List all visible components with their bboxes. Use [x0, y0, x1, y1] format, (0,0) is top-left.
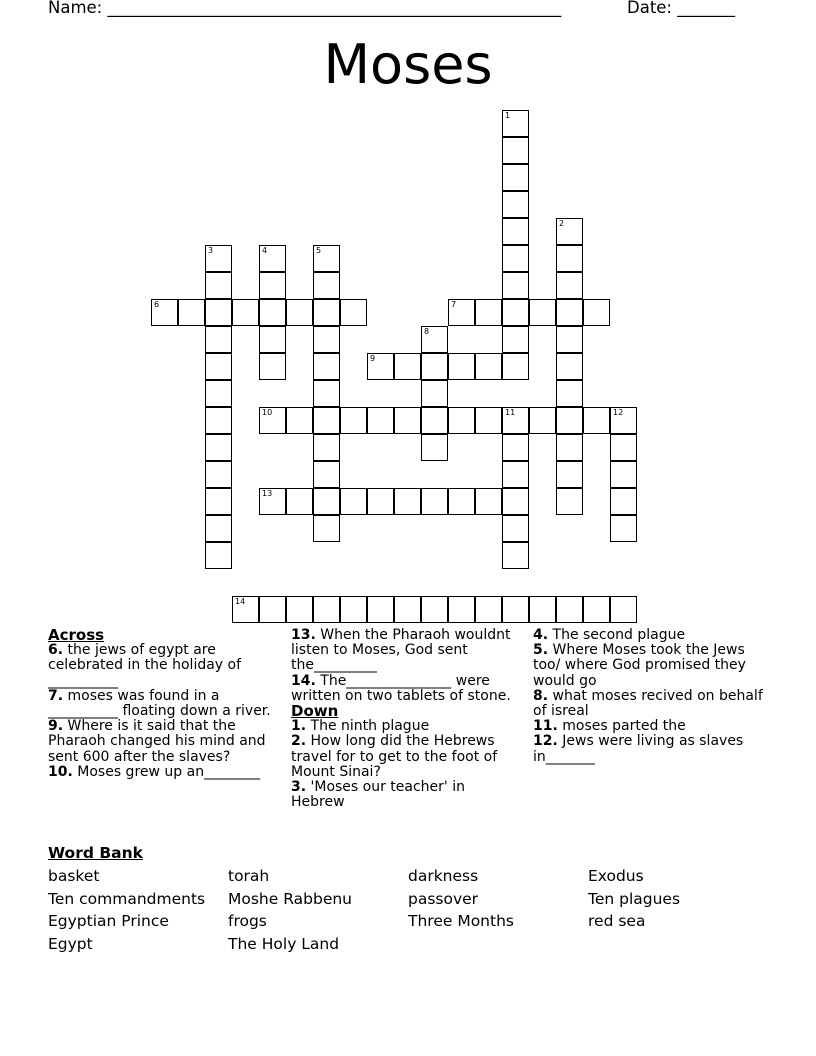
crossword-cell[interactable] — [259, 245, 286, 272]
clue-across-6: 6. the jews of egypt are celebrated in the holiday of __________ — [48, 642, 242, 689]
crossword-cell[interactable] — [286, 407, 313, 434]
crossword-cell[interactable] — [529, 407, 556, 434]
crossword-cell[interactable] — [259, 272, 286, 299]
word-bank-item: Egypt — [48, 935, 93, 953]
crossword-cell[interactable] — [556, 353, 583, 380]
crossword-cell[interactable] — [583, 596, 610, 623]
clue-number: 5 — [316, 246, 322, 255]
crossword-cell[interactable] — [394, 596, 421, 623]
word-bank-item: Ten plagues — [588, 890, 681, 908]
crossword-cell[interactable] — [421, 326, 448, 353]
word-bank-item: darkness — [408, 867, 479, 885]
crossword-cell[interactable] — [529, 596, 556, 623]
crossword-cell[interactable] — [610, 515, 637, 542]
name-field-label: Name: _______________________________________________________ — [48, 0, 562, 17]
crossword-cell[interactable] — [556, 461, 583, 488]
clue-number: 8 — [424, 327, 430, 336]
crossword-cell[interactable] — [556, 407, 583, 434]
clue-across-10: 10. Moses grew up an________ — [48, 763, 261, 780]
crossword-cell[interactable] — [313, 488, 340, 515]
crossword-cell[interactable] — [313, 353, 340, 380]
crossword-cell[interactable] — [502, 488, 529, 515]
clue-number: 4 — [262, 246, 268, 255]
crossword-cell[interactable] — [313, 461, 340, 488]
clue-number: 3 — [208, 246, 214, 255]
clue-number: 14 — [235, 597, 246, 606]
crossword-cell[interactable] — [286, 299, 313, 326]
crossword-cell[interactable] — [502, 191, 529, 218]
crossword-cell[interactable] — [232, 299, 259, 326]
crossword-cell[interactable] — [178, 299, 205, 326]
crossword-cell[interactable] — [205, 245, 232, 272]
clue-down-3: 3. 'Moses our teacher' in Hebrew — [291, 779, 465, 811]
crossword-cell[interactable] — [259, 596, 286, 623]
word-bank-item: Ten commandments — [48, 890, 206, 908]
crossword-cell[interactable] — [394, 488, 421, 515]
page-title: Moses — [323, 33, 493, 96]
crossword-cell[interactable] — [502, 164, 529, 191]
crossword-cell[interactable] — [448, 488, 475, 515]
crossword-cell[interactable] — [502, 245, 529, 272]
crossword-cell[interactable] — [259, 407, 286, 434]
crossword-cell[interactable] — [502, 272, 529, 299]
crossword-cell[interactable] — [313, 326, 340, 353]
crossword-cell[interactable] — [502, 407, 529, 434]
crossword-cell[interactable] — [502, 596, 529, 623]
crossword-cell[interactable] — [421, 353, 448, 380]
crossword-cell[interactable] — [205, 461, 232, 488]
crossword-cell[interactable] — [583, 299, 610, 326]
clue-down-2: 2. How long did the Hebrews travel for to get to the foot of Mount Sinai? — [291, 733, 498, 780]
crossword-cell[interactable] — [340, 407, 367, 434]
crossword-cell[interactable] — [610, 596, 637, 623]
crossword-cell[interactable] — [502, 299, 529, 326]
clue-number: 7 — [451, 300, 457, 309]
clue-across-7: 7. moses was found in a __________ floating down a river. — [48, 687, 271, 720]
crossword-cell[interactable] — [556, 218, 583, 245]
clue-number: 13 — [262, 489, 273, 498]
clue-down-8: 8. what moses recived on behalf of isreal — [533, 687, 763, 720]
clue-across-9: 9. Where is it said that the Pharaoh changed his mind and sent 600 after the slaves? — [48, 718, 266, 765]
crossword-cell[interactable] — [448, 407, 475, 434]
crossword-cell[interactable] — [502, 515, 529, 542]
crossword-cell[interactable] — [313, 380, 340, 407]
clue-down-1: 1. The ninth plague — [291, 718, 430, 735]
crossword-cell[interactable] — [205, 434, 232, 461]
clues-column-3 — [533, 628, 765, 765]
crossword-cell[interactable] — [475, 299, 502, 326]
crossword-cell[interactable] — [286, 488, 313, 515]
crossword-cell[interactable] — [367, 353, 394, 380]
crossword-cell[interactable] — [205, 299, 232, 326]
crossword-cell[interactable] — [556, 488, 583, 515]
crossword-cell[interactable] — [448, 353, 475, 380]
crossword-cell[interactable] — [610, 488, 637, 515]
crossword-cell[interactable] — [583, 407, 610, 434]
crossword-cell[interactable] — [259, 299, 286, 326]
crossword-cell[interactable] — [313, 245, 340, 272]
crossword-cell[interactable] — [502, 218, 529, 245]
clue-number: 6 — [154, 300, 160, 309]
clue-across-13: 13. When the Pharaoh wouldnt listen to Moses, God sent the_________ — [291, 627, 511, 674]
crossword-cell[interactable] — [340, 299, 367, 326]
crossword-cell[interactable] — [556, 299, 583, 326]
crossword-cell[interactable] — [367, 596, 394, 623]
crossword-cell[interactable] — [475, 596, 502, 623]
crossword-cell[interactable] — [502, 434, 529, 461]
crossword-cell[interactable] — [556, 596, 583, 623]
word-bank-item: passover — [408, 890, 479, 908]
crossword-cell[interactable] — [205, 272, 232, 299]
word-bank-item: The Holy Land — [228, 935, 340, 953]
crossword-cell[interactable] — [448, 596, 475, 623]
crossword-cell[interactable] — [340, 596, 367, 623]
crossword-cell[interactable] — [502, 137, 529, 164]
crossword-cell[interactable] — [205, 515, 232, 542]
word-bank-item: torah — [228, 867, 270, 885]
clue-down-4: 4. The second plague — [533, 627, 686, 643]
crossword-cell[interactable] — [421, 407, 448, 434]
crossword-cell[interactable] — [259, 353, 286, 380]
crossword-cell[interactable] — [610, 407, 637, 434]
crossword-cell[interactable] — [313, 596, 340, 623]
clues-column-1 — [48, 628, 284, 780]
crossword-cell[interactable] — [205, 542, 232, 569]
word-bank-item: frogs — [228, 912, 267, 930]
clue-across-14: 14. The_______________ were written on two tablets of stone. — [291, 672, 511, 704]
crossword-cell[interactable] — [556, 326, 583, 353]
word-bank-item: basket — [48, 867, 100, 885]
across-heading: Across — [48, 626, 105, 644]
crossword-cell[interactable] — [475, 353, 502, 380]
crossword-cell[interactable] — [610, 461, 637, 488]
word-bank-item: Exodus — [588, 867, 644, 885]
crossword-cell[interactable] — [556, 272, 583, 299]
crossword-cell[interactable] — [259, 488, 286, 515]
crossword-cell[interactable] — [529, 299, 556, 326]
crossword-cell[interactable] — [556, 434, 583, 461]
crossword-cell[interactable] — [475, 488, 502, 515]
crossword-cell[interactable] — [367, 488, 394, 515]
crossword-cell[interactable] — [475, 407, 502, 434]
clue-number: 12 — [613, 408, 624, 417]
clue-down-5: 5. Where Moses took the Jews too/ where God promised they would go — [533, 642, 746, 689]
crossword-cell[interactable] — [556, 245, 583, 272]
crossword-cell[interactable] — [394, 353, 421, 380]
clue-number: 11 — [505, 408, 516, 417]
crossword-cell[interactable] — [367, 407, 394, 434]
crossword-cell[interactable] — [151, 299, 178, 326]
crossword-cell[interactable] — [502, 461, 529, 488]
crossword-cell[interactable] — [313, 515, 340, 542]
crossword-cell[interactable] — [421, 488, 448, 515]
word-bank-heading: Word Bank — [48, 844, 143, 862]
crossword-cell[interactable] — [610, 434, 637, 461]
clue-number: 1 — [505, 111, 511, 120]
crossword-cell[interactable] — [448, 299, 475, 326]
crossword-cell[interactable] — [205, 380, 232, 407]
crossword-cell[interactable] — [205, 488, 232, 515]
crossword-cell[interactable] — [556, 380, 583, 407]
clue-down-12: 12. Jews were living as slaves in_______ — [533, 733, 744, 765]
crossword-cell[interactable] — [259, 326, 286, 353]
date-field-label: Date: _______ — [627, 0, 735, 17]
word-bank-item: red sea — [588, 912, 646, 930]
crossword-cell[interactable] — [421, 380, 448, 407]
crossword-cell[interactable] — [286, 596, 313, 623]
crossword-cell[interactable] — [394, 407, 421, 434]
word-bank-item: Three Months — [408, 912, 514, 930]
crossword-cell[interactable] — [421, 596, 448, 623]
clue-number: 9 — [370, 354, 376, 363]
crossword-cell[interactable] — [313, 299, 340, 326]
crossword-cell[interactable] — [340, 488, 367, 515]
crossword-cell[interactable] — [313, 272, 340, 299]
clue-down-11: 11. moses parted the — [533, 718, 686, 735]
word-bank-item: Egyptian Prince — [48, 912, 169, 930]
crossword-cell[interactable] — [313, 434, 340, 461]
crossword-cell[interactable] — [502, 542, 529, 569]
crossword-cell[interactable] — [502, 353, 529, 380]
word-bank-item: Moshe Rabbenu — [228, 890, 353, 908]
down-heading: Down — [291, 702, 339, 721]
clue-number: 2 — [559, 219, 565, 228]
crossword-cell[interactable] — [502, 110, 529, 137]
clues-column-2 — [291, 628, 519, 810]
crossword-cell[interactable] — [205, 407, 232, 434]
crossword-cell[interactable] — [502, 326, 529, 353]
clue-number: 10 — [262, 408, 273, 417]
crossword-cell[interactable] — [205, 353, 232, 380]
crossword-cell[interactable] — [313, 407, 340, 434]
crossword-cell[interactable] — [205, 326, 232, 353]
crossword-cell[interactable] — [421, 434, 448, 461]
crossword-cell[interactable] — [232, 596, 259, 623]
